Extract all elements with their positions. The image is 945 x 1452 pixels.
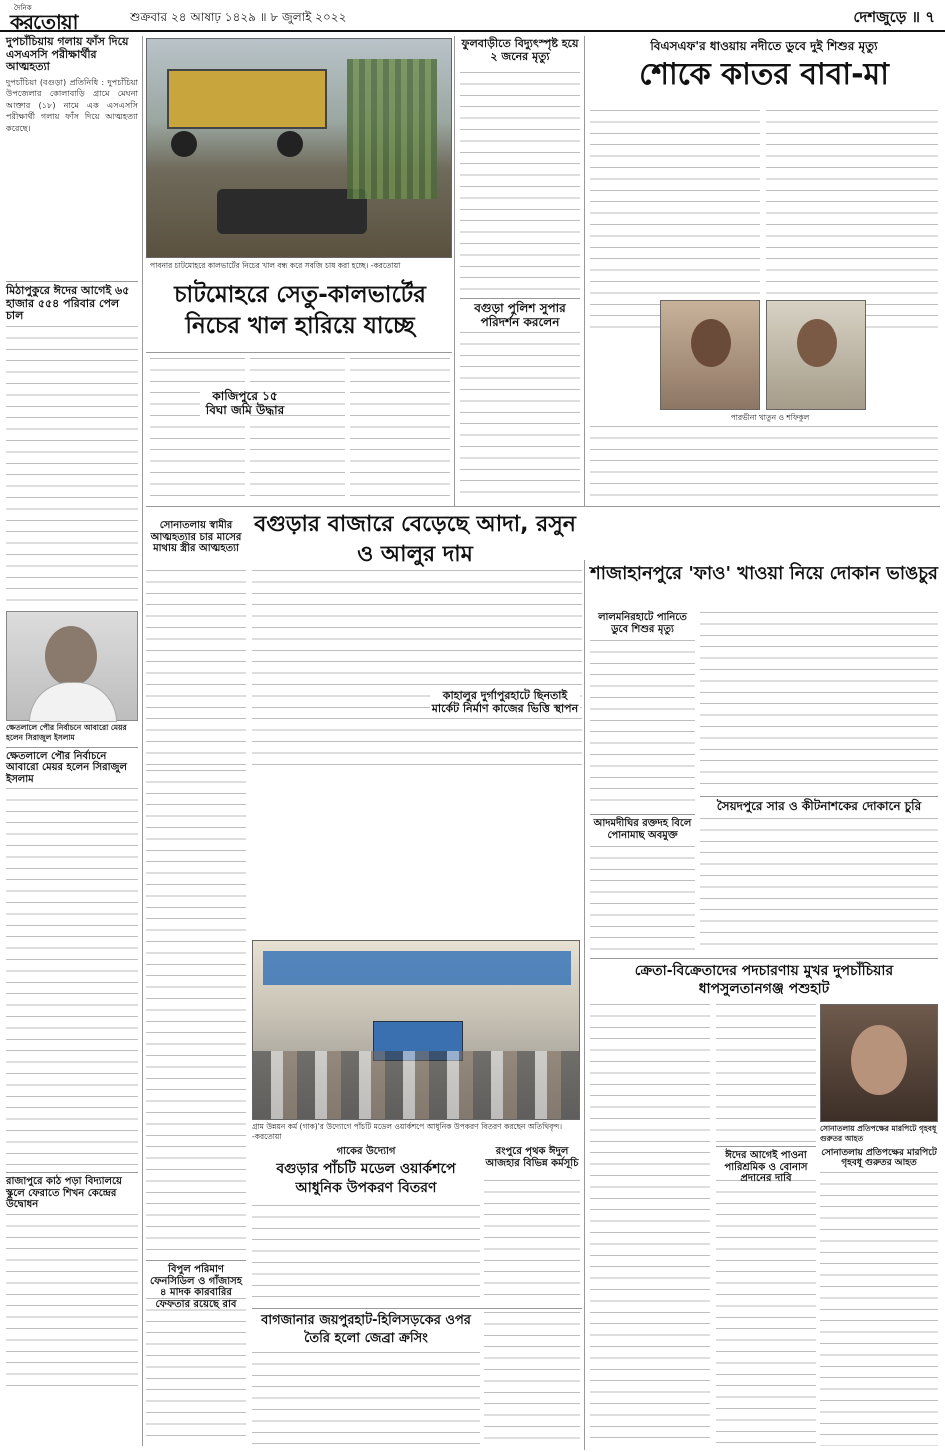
article-bsf-body-col2 <box>766 110 938 330</box>
article-bonus-body <box>716 1180 816 1446</box>
portrait-photo-man <box>6 611 138 721</box>
headline-sonatala-wife-suicide: সোনাতলায় স্বামীর আত্মহত্যার চার মাসের মাথায় স্ত্রীর আত্মহত্যা <box>146 520 246 555</box>
subheadline-kazipur-land: কাজিপুরে ১৫ বিঘা জমি উদ্ধার <box>200 390 290 418</box>
caption-injured-woman: সোনাতলায় প্রতিপক্ষের মারপিটে গৃহবধূ গুরুতর আহত <box>820 1124 937 1143</box>
article-khetlal-body <box>6 788 138 1168</box>
article-col2-lower-body <box>146 770 246 1260</box>
article-phensedyl-body <box>146 1298 246 1446</box>
headline-khetlal-mayor: ক্ষেতলালে পৌর নির্বাচনে আবারো মেয়র হলেন সিরাজুল ইসলাম <box>6 747 138 786</box>
headline-gak-workshop: বগুড়ার পাঁচটি মডেল ওয়ার্কশপে আধুনিক উপকরণ বিতরণ <box>276 1161 456 1196</box>
headline-kahalu-market: কাহালুর দুর্গাপুরহাটে ছিনতাই মার্কেট নির্মাণ কাজের ভিত্তি স্থাপন <box>431 689 579 715</box>
headline-bogura-bazar-prices: বগুড়ার বাজারে বেড়েছে আদা, রসুন ও আলুর দাম <box>254 512 576 567</box>
headline-zebra-crossing: বাগজানার জয়পুরহাট-হিলিসড়কের ওপর তৈরি হলো জেব্রা ক্রসিং <box>261 1313 471 1346</box>
article-cattle-body-col2 <box>716 1004 816 1144</box>
headline-rajapur-school: রাজাপুরে কাঠ পড়া বিদ্যালয়ে স্কুলে ফেরাতে শিখন কেন্দ্রের উদ্বোধন <box>6 1172 138 1211</box>
dateline: শুক্রবার ২৪ আষাঢ় ১৪২৯ ॥ ৮ জুলাই ২০২২ <box>130 10 347 24</box>
divider <box>590 958 938 959</box>
article-zebra-body <box>252 1352 480 1446</box>
column-divider <box>584 560 585 1450</box>
photo-child-boy <box>766 300 866 410</box>
headline-housewife-injured: সোনাতলায় প্রতিপক্ষের মারপিটে গৃহবধূ গুরুতর আহত <box>821 1148 937 1169</box>
section-page-label: দেশজুড়ে ॥ ৭ <box>853 8 935 26</box>
headline-ssc-suicide: দুপচাঁচিয়ায় গলায় ফাঁস দিয়ে এসএসসি পরীক্ষার্থীর আত্মহত্যা <box>6 35 129 74</box>
kicker-bsf-children: বিএসএফ'র ধাওয়ায় নদীতে ডুবে দুই শিশুর মৃত্যু <box>650 39 878 53</box>
portrait-caption: ক্ষেতলালে পৌর নির্বাচনে আবারো মেয়র হলেন সিরাজুল ইসলাম <box>6 722 127 742</box>
article-bazar-body <box>252 570 582 765</box>
article-bsf-body-continued <box>590 426 938 502</box>
column-divider <box>584 36 585 506</box>
divider <box>146 352 452 353</box>
photo-truck-culvert <box>146 38 452 258</box>
caption-children-photo: পারভীনা খাতুন ও শফিকুল <box>730 413 810 422</box>
article-bsf-body-col1 <box>590 110 760 330</box>
headline-chatmohar-canal: চাটমোহরে সেতু-কালভার্টের নিচের খাল হারিয়ে যাচ্ছে <box>174 282 426 340</box>
caption-truck-photo: পাবনার চাটমোহরে কালভার্টের নিচের খাল বন্ধ করে সবজি চাষ করা হচ্ছে। -করতোয়া <box>150 261 401 270</box>
article-rajapur-body <box>6 1214 138 1394</box>
article-adamdighi-body <box>590 846 695 956</box>
headline-adamdighi-fish: আদমদীঘির রক্তদহ বিলে পোনামাছ অবমুক্ত <box>590 814 695 841</box>
headline-parents-grief: শোকে কাতর বাবা-মা <box>639 57 889 92</box>
column-divider <box>142 36 143 1446</box>
headline-shajahanpur-shop-vandalism: শাজাহানপুরে 'ফাও' খাওয়া নিয়ে দোকান ভাঙচুর <box>590 563 938 584</box>
article-gak-body <box>252 1205 480 1305</box>
article-rangpur-continued <box>484 1312 580 1446</box>
photo-gak-ceremony <box>252 940 580 1120</box>
headline-lalmonirhat-drowning: লালমনিরহাটে পানিতে ডুবে শিশুর মৃত্যু <box>598 612 687 635</box>
daily-label: দৈনিক <box>14 4 32 12</box>
kicker-gak: গাকের উদ্যোগ <box>336 1146 396 1157</box>
headline-saidpur-theft: সৈয়দপুরে সার ও কীটনাশকের দোকানে চুরি <box>700 796 938 814</box>
article-shajahanpur-body <box>700 612 938 792</box>
headline-bonus-demand: ঈদের আগেই পাওনা পারিশ্রমিক ও বোনাস প্রদানের দাবি <box>716 1146 816 1185</box>
article-mithapukur-body <box>6 326 138 606</box>
headline-cattle-market: ক্রেতা-বিক্রেতাদের পদচারণায় মুখর দুপচাঁচিয়ার ধাপসুলতানগঞ্জ পশুহাট <box>634 963 894 998</box>
article-lalmonirhat-body <box>590 640 695 810</box>
column-divider <box>454 36 455 506</box>
article-rangpur-body <box>484 1180 580 1305</box>
newspaper-logo <box>10 2 120 34</box>
headline-bogura-sp-visit: বগুড়া পুলিশ সুপার পরিদর্শন করলেন <box>460 298 580 330</box>
article-saidpur-body <box>700 818 938 954</box>
article-fulbari-body <box>460 72 580 292</box>
article-chatmohar-body-col3 <box>350 358 450 498</box>
photo-injured-woman <box>820 1004 938 1122</box>
article-chatmohar-body-col2 <box>250 358 345 498</box>
article-sp-visit-body <box>460 332 580 502</box>
caption-ceremony-photo: গ্রাম উন্নয়ন কর্ম (গাক)'র উদ্যোগে পাঁচটি মডেল ওয়ার্কশপে আধুনিক উপকরণ বিতরণ করছেন অতিথিবৃন্দ। -করতোয়া <box>252 1122 563 1141</box>
headline-fulbari-electrocution: ফুলবাড়ীতে বিদ্যুৎস্পৃষ্ট হয়ে ২ জনের মৃত্যু <box>461 37 579 63</box>
photo-child-girl <box>660 300 760 410</box>
article-housewife-body <box>820 1172 938 1446</box>
headline-phensedyl-arrest: বিপুল পরিমাণ ফেনসিডিল ও গাঁজাসহ ৪ মাদক কারবারির ফেফতার রয়েছে রাব <box>146 1260 246 1310</box>
divider <box>146 506 940 507</box>
divider <box>252 1308 582 1309</box>
left-column <box>6 36 138 1394</box>
article-cattle-body-col1 <box>590 1004 710 1444</box>
article-sonatala-body <box>146 570 246 765</box>
article-ssc-suicide-lead: দুপচাঁচিয়া (বগুড়া) প্রতিনিধি : দুপচাঁচিয়া উপজেলার কোলাবাড়ি গ্রামে মেঘনা আক্তার (১৮) নামে এক এসএসসি পরীক্ষার্থী গলায় ফাঁস দিয়ে আত্মহত্যা করেছে। <box>6 76 138 133</box>
headline-rangpur-eid: রংপুরে পৃথক ঈদুল আজহার বিভিন্ন কর্মসূচি <box>485 1146 579 1169</box>
masthead <box>0 0 945 32</box>
brand-name: করতোয়া <box>10 10 78 34</box>
article-chatmohar-body-col1 <box>150 358 245 498</box>
headline-mithapukur-rice: মিঠাপুকুরে ঈদের আগেই ৬৫ হাজার ৫৫৪ পরিবার পেল চাল <box>6 281 138 323</box>
